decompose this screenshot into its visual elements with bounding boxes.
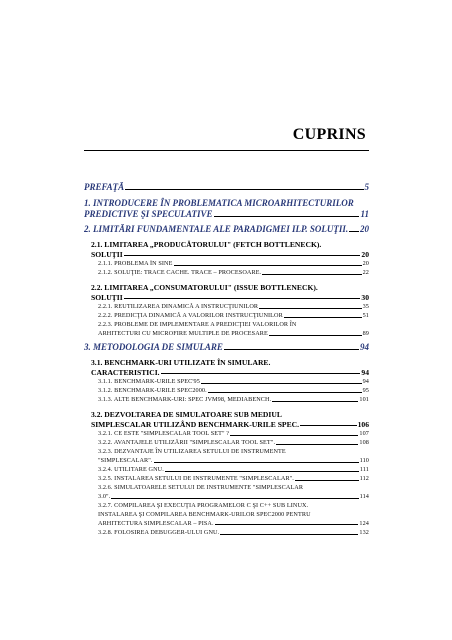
toc-entry-title-line: 3.1. BENCHMARK-URI UTILIZATE ÎN SIMULARE. <box>91 358 271 367</box>
toc-entry-title: 2. LIMITĂRI FUNDAMENTALE ALE PARADIGMEI ILP. SOLUŢII. <box>84 224 349 234</box>
toc-entry-line <box>84 209 369 220</box>
leader-line <box>165 471 359 472</box>
leader-line <box>124 298 361 299</box>
toc-entry-title-line: 1. INTRODUCERE ÎN PROBLEMATICA MICROARHITECTURILOR <box>84 198 354 208</box>
toc-entry-title: 3. METODOLOGIA DE SIMULARE <box>84 342 223 352</box>
toc-entry-level3 <box>98 321 369 339</box>
toc-entry-level1 <box>84 198 369 220</box>
toc-entry-line <box>98 475 369 484</box>
toc-entry-line <box>91 250 369 260</box>
toc-entry-title-line: 3.2.6. SIMULATOARELE SETULUI DE INSTRUMENTE "SIMPLESCALAR <box>98 484 304 491</box>
toc-entry-line <box>98 387 369 396</box>
toc-entry-line <box>98 439 369 448</box>
leader-line <box>220 534 358 535</box>
page-number: 20 <box>360 224 369 234</box>
page-number: 11 <box>360 209 369 219</box>
toc-entry-title-line: 3.2.3. DEZVANTAJE ÎN UTILIZAREA SETULUI DE INSTRUMENTE <box>98 448 286 455</box>
page-number: 107 <box>359 430 369 437</box>
toc-entry-title: 2.2.1. REUTILIZAREA DINAMICĂ A INSTRUCŢIUNILOR <box>98 303 259 310</box>
toc-entry-line <box>98 430 369 439</box>
toc-entry-line <box>98 378 369 387</box>
toc-entry-title: ARHITECTURI CU MICROFIRE MULTIPLE DE PROCESARE <box>98 329 268 337</box>
leader-line <box>230 435 358 436</box>
toc-entry-level3 <box>98 396 369 405</box>
page-number: 114 <box>359 492 369 500</box>
leader-line <box>124 255 361 256</box>
toc-entry-line <box>84 182 369 193</box>
leader-line <box>262 274 361 275</box>
leader-line <box>214 216 360 217</box>
toc-entry-line <box>98 260 369 269</box>
toc-entry-title-line: 3.2. DEZVOLTAREA DE SIMULATOARE SUB MEDIUL <box>91 410 282 419</box>
toc-entry-line <box>91 368 369 378</box>
toc-entry-line <box>98 520 369 529</box>
toc-entry-title-line: 2.2.3. PROBLEME DE IMPLEMENTARE A PREDICŢIEI VALORILOR ÎN <box>98 321 297 328</box>
page-number: 106 <box>357 419 369 429</box>
page-number: 94 <box>360 342 369 352</box>
toc-entry-level3 <box>98 430 369 439</box>
leader-line <box>125 189 363 190</box>
toc-entry-line <box>98 457 369 466</box>
toc-entry-level3 <box>98 387 369 396</box>
toc-entry-line <box>98 466 369 475</box>
toc-entry-level2 <box>91 240 369 259</box>
page-number: 108 <box>359 439 369 446</box>
toc-entry-level2 <box>91 283 369 302</box>
page-number: 124 <box>359 519 369 527</box>
toc-entry-line <box>98 396 369 405</box>
toc-entry-line <box>91 293 369 303</box>
leader-line <box>154 462 359 463</box>
leader-line <box>201 383 362 384</box>
toc-entry-title: PREFAŢĂ <box>84 182 125 192</box>
leader-line <box>276 444 358 445</box>
toc-entry-title: 2.2.2. PREDICŢIA DINAMICĂ A VALORILOR INSTRUCŢIUNILOR <box>98 312 283 319</box>
title-rule <box>84 150 369 151</box>
toc-entry-level3 <box>98 303 369 312</box>
page-number: 110 <box>359 456 369 464</box>
toc-entry-title: 3.2.4. UTILITARE GNU. <box>98 466 164 473</box>
page-number: 35 <box>362 303 369 310</box>
toc-entry-line <box>98 312 369 321</box>
toc-entry-title-line: 2.1. LIMITAREA „PRODUCĂTORULUI" (FETCH BOTTLENECK). <box>91 240 322 249</box>
toc-entry-title-line: 2.2. LIMITAREA „CONSUMATORULUI" (ISSUE BOTTLENECK). <box>91 283 318 292</box>
toc-entry-line <box>98 303 369 312</box>
toc-entry-level3 <box>98 312 369 321</box>
leader-line <box>272 401 358 402</box>
toc-entry-line <box>84 342 369 353</box>
toc-entry-title: "SIMPLESCALAR". <box>98 456 153 464</box>
toc-entry-level1 <box>84 342 369 353</box>
page-number: 51 <box>362 312 369 319</box>
leader-line <box>269 335 362 336</box>
leader-line <box>208 392 362 393</box>
page-number: 111 <box>359 466 369 473</box>
leader-line <box>284 317 362 318</box>
leader-line <box>300 425 357 426</box>
toc-entry-line <box>84 224 369 235</box>
leader-line <box>215 524 359 525</box>
leader-line <box>174 265 362 266</box>
toc-entry-title: 3.2.2. AVANTAJELE UTILIZĂRII "SIMPLESCALAR TOOL SET". <box>98 439 276 446</box>
toc-entry-level3 <box>98 475 369 484</box>
toc-entry-title: 3.2.5. INSTALAREA SETULUI DE INSTRUMENTE "SIMPLESCALAR". <box>98 475 294 482</box>
toc-entry-title: SOLUŢII <box>91 292 123 302</box>
page-number: 22 <box>362 269 369 276</box>
toc-entry-line <box>98 269 369 278</box>
page-number: 132 <box>359 529 369 536</box>
toc-entry-level3 <box>98 378 369 387</box>
toc-entry-title: 3.1.1. BENCHMARK-URILE SPEC'95 <box>98 378 200 385</box>
leader-line <box>259 308 361 309</box>
toc-entry-title: 2.1.2. SOLUŢIE: TRACE CACHE. TRACE – PROCESOARE. <box>98 269 262 276</box>
toc-entry-title: 2.1.1. PROBLEMA ÎN SINE <box>98 260 173 267</box>
page-number: 20 <box>362 260 369 267</box>
toc-entry-title: SOLUŢII <box>91 249 123 259</box>
toc-entry-level1 <box>84 224 369 235</box>
toc-entry-level2 <box>91 358 369 377</box>
toc-entry-title-line: 3.2.7. COMPILAREA ŞI EXECUŢIA PROGRAMELOR C ŞI C++ SUB LINUX. <box>98 502 309 509</box>
page-number: 95 <box>362 387 369 394</box>
page-number: 30 <box>361 292 369 302</box>
page-number: 94 <box>362 378 369 385</box>
toc-entry-title-line: INSTALAREA ŞI COMPILAREA BENCHMARK-URILOR SPEC2000 PENTRU <box>98 510 311 518</box>
toc-entry-line <box>91 420 369 430</box>
leader-line <box>295 480 359 481</box>
toc-entry-level3 <box>98 529 369 538</box>
page-number: 89 <box>362 329 369 337</box>
page-number: 94 <box>361 367 369 377</box>
toc-entry-title: 3.1.2. BENCHMARK-URILE SPEC2000. <box>98 387 207 394</box>
page-number: 20 <box>361 249 369 259</box>
leader-line <box>111 498 358 499</box>
page-number: 5 <box>364 182 369 192</box>
toc-entry-level1 <box>84 182 369 193</box>
toc-entry-line <box>98 493 369 502</box>
page-title: CUPRINS <box>292 126 366 143</box>
toc-entry-title: CARACTERISTICI. <box>91 367 160 377</box>
toc-entry-line <box>98 330 369 339</box>
toc-entry-level3 <box>98 439 369 448</box>
toc-entry-level3 <box>98 466 369 475</box>
leader-line <box>161 373 361 374</box>
toc-entry-level3 <box>98 484 369 502</box>
toc-entry-title: 3.0". <box>98 492 111 500</box>
toc-entry-title: 3.2.1. CE ESTE "SIMPLESCALAR TOOL SET" ? <box>98 430 230 437</box>
toc-entry-level3 <box>98 502 369 528</box>
toc-entry-title: PREDICTIVE ŞI SPECULATIVE <box>84 209 213 219</box>
leader-line <box>349 231 359 232</box>
toc-entry-level3 <box>98 260 369 269</box>
page-number: 112 <box>359 475 369 482</box>
toc-entry-level3 <box>98 269 369 278</box>
toc-entry-title: 3.1.3. ALTE BENCHMARK-URI: SPEC JVM98, MEDIABENCH. <box>98 396 272 403</box>
toc-entry-line <box>98 529 369 538</box>
toc-entry-title: 3.2.8. FOLOSIREA DEBUGGER-ULUI GNU. <box>98 529 220 536</box>
leader-line <box>224 349 359 350</box>
page-number: 101 <box>359 396 369 403</box>
toc-entry-title: ARHITECTURA SIMPLESCALAR – PISA. <box>98 519 214 527</box>
toc-entry-level2 <box>91 410 369 429</box>
toc-entry-title: SIMPLESCALAR UTILIZÂND BENCHMARK-URILE SPEC. <box>91 419 300 429</box>
toc-entry-level3 <box>98 448 369 466</box>
